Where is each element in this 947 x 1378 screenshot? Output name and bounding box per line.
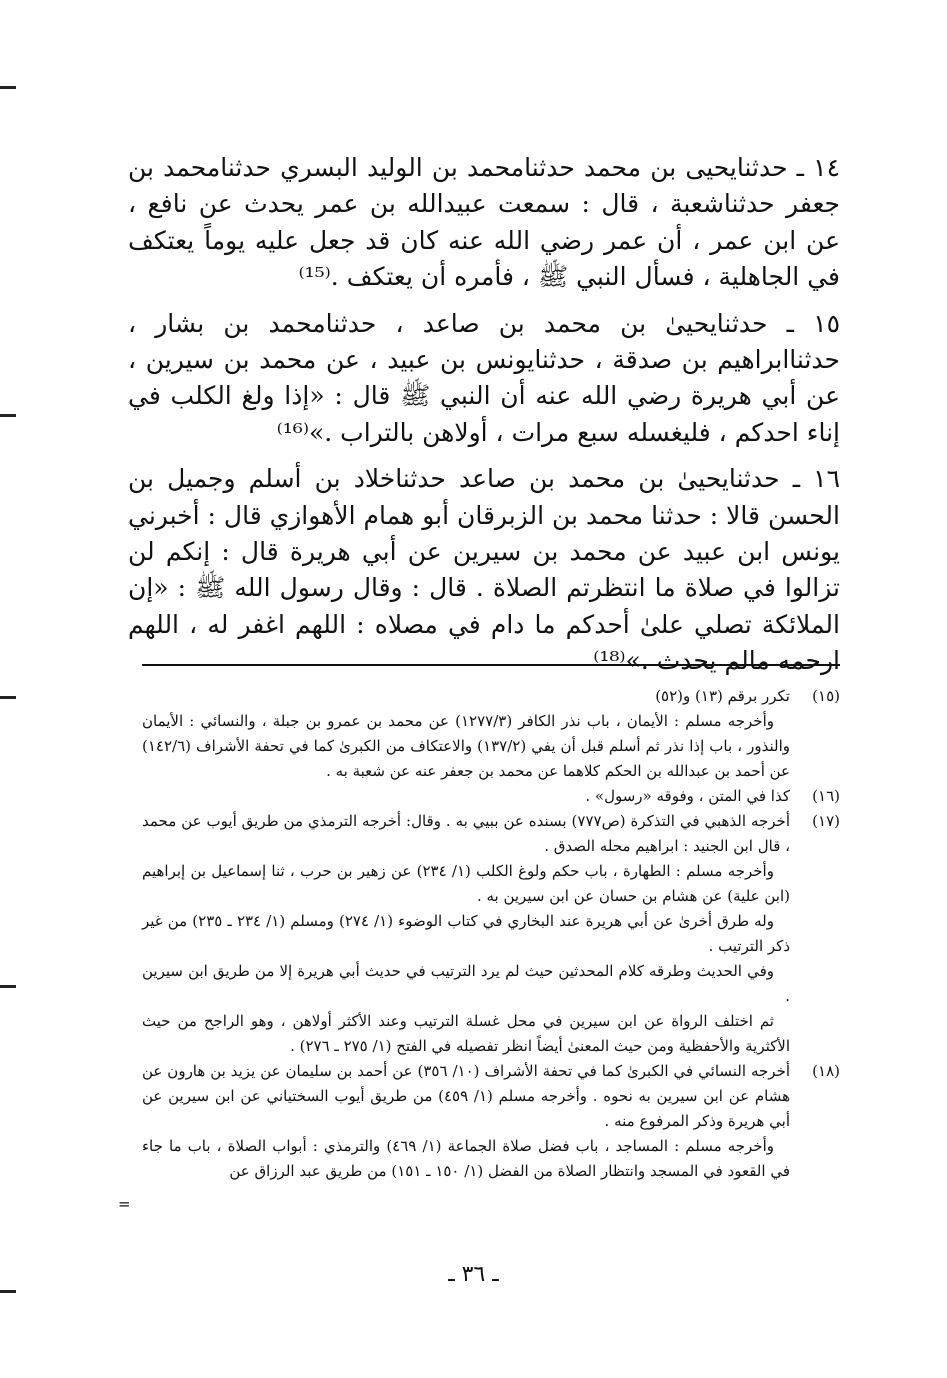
footnote-number: (١٥) — [812, 687, 840, 705]
margin-mark — [0, 86, 16, 89]
hadith-paragraph-14: ١٤ ـ حدثنايحيى بن محمد حدثنامحمد بن الوليد البسري حدثنامحمد بن جعفر حدثناشعبة ، قال : سمعت عبيدالله بن عمر يحدث عن نافع ، عن ابن عمر ، أن عمر رضي الله عنه كان قد جعل عليه يوماً يعتكف في الجاهلية ، فسأل النبي ﷺ ، فأمره أن يعتكف .⁽¹⁵⁾ — [128, 153, 840, 292]
page-number: ـ ٣٦ ـ — [448, 1262, 499, 1287]
footnote-number: (١٦) — [812, 787, 840, 805]
footnote-line: كذا في المتن ، وفوقه «رسول» . — [585, 787, 790, 805]
footnote-body — [142, 809, 790, 1059]
margin-mark — [0, 414, 16, 417]
footnote-body — [142, 784, 790, 809]
footnote-line: أخرجه الذهبي في التذكرة (ص٧٧٧) بسنده عن ببيي به . وقال: أخرجه الترمذي من طريق أيوب عن محمد ، قال ابن الجنيد : ابراهيم محله الصدق . — [142, 812, 790, 855]
footnote-15 — [142, 684, 840, 784]
footnote-line: تكرر برقم (١٣) و(٥٢) — [655, 687, 790, 705]
main-text — [128, 150, 840, 690]
footnote-line: أخرجه النسائي في الكبرىٰ كما في تحفة الأشراف (١٠/ ٣٥٦) عن أحمد بن سليمان عن يزيد بن هارون عن هشام عن ابن سيرين به نحوه . وأخرجه مسلم (١/ ٤٥٩) من طريق أيوب السختياني عن ابن سيرين عن أبي هريرة وذكر المرفوع منه . — [142, 1062, 791, 1130]
hadith-paragraph-15: ١٥ ـ حدثنايحيىٰ بن محمد بن صاعد ، حدثنامحمد بن بشار ، حدثناابراهيم بن صدقة ، حدثنايونس بن عبيد ، عن محمد بن سيرين ، عن أبي هريرة رضي الله عنه أن النبي ﷺ قال : «إذا ولغ الكلب في إناء احدكم ، فليغسله سبع مرات ، أولاهن بالتراب .»⁽¹⁶⁾ — [128, 308, 840, 447]
footnote-body — [142, 684, 790, 784]
footnote-line: وأخرجه مسلم : المساجد ، باب فضل صلاة الجماعة (١/ ٤٦٩) والترمذي : أبواب الصلاة ، باب ما جاء في القعود في المسجد وانتظار الصلاة من الفضل (١/ ١٥٠ ـ ١٥١) من طريق عبد الرزاق عن — [142, 1137, 790, 1180]
footnote-line: وأخرجه مسلم : الطهارة ، باب حكم ولوغ الكلب (١/ ٢٣٤) عن زهير بن حرب ، ثنا إسماعيل بن إبراهيم (ابن علية) عن هشام بن حسان عن ابن سيرين به . — [142, 862, 790, 905]
footnote-number: (١٧) — [812, 812, 840, 830]
margin-mark — [0, 985, 16, 988]
hadith-paragraph-16: ١٦ ـ حدثنايحيىٰ بن محمد بن صاعد حدثناخلاد بن أسلم وجميل بن الحسن قالا : حدثنا محمد بن الزبرقان أبو همام الأهوازي قال : أخبرني يونس ابن عبيد عن محمد بن سيرين عن أبي هريرة قال : إنكم لن تزالوا في صلاة ما انتظرتم الصلاة . قال : وقال رسول الله ﷺ : «إن الملائكة تصلي علىٰ أحدكم ما دام في مصلاه : اللهم اغفر له ، اللهم ارحمه مالم يحدث .»⁽¹⁸⁾ — [128, 464, 840, 676]
continuation-marker: = — [118, 1195, 131, 1213]
footnote-line: وله طرق أخرىٰ عن أبي هريرة عند البخاري في كتاب الوضوء (١/ ٢٧٤) ومسلم (١/ ٢٣٤ ـ ٢٣٥) من غير ذكر الترتيب . — [142, 912, 790, 955]
footnote-number: (١٨) — [812, 1062, 840, 1080]
footnote-body — [142, 1059, 790, 1184]
footnote-line: وأخرجه مسلم : الأيمان ، باب نذر الكافر (١٢٧٧/٣) عن محمد بن عمرو بن جبلة ، والنسائي : الأيمان والنذور ، باب إذا نذر ثم أسلم قبل أن يفي (١٣٧/٢) والاعتكاف من الكبرىٰ كما في تحفة الأشراف (١٤٢/٦) عن أحمد بن عبدالله بن الحكم كلاهما عن محمد بن جعفر عنه عن شعبة به . — [142, 712, 791, 780]
footnote-separator — [142, 664, 840, 666]
margin-mark — [0, 1290, 16, 1293]
footnote-line: ثم اختلف الرواة عن ابن سيرين في محل غسلة الترتيب وعند الأكثر أولاهن ، وهو الراجح من حيث الأكثرية والأحفظية ومن حيث المعنىٰ أيضاً انظر تفصيله في الفتح (١/ ٢٧٥ ـ ٢٧٦) . — [142, 1012, 790, 1055]
footnote-17 — [142, 809, 840, 1059]
footnotes — [142, 684, 840, 1184]
margin-mark — [0, 696, 16, 699]
footnote-line: وفي الحديث وطرقه كلام المحدثين حيث لم يرد الترتيب في حديث أبي هريرة إلا من طريق ابن سيرين . — [142, 962, 790, 1005]
footnote-16 — [142, 784, 840, 809]
footnote-18 — [142, 1059, 840, 1184]
